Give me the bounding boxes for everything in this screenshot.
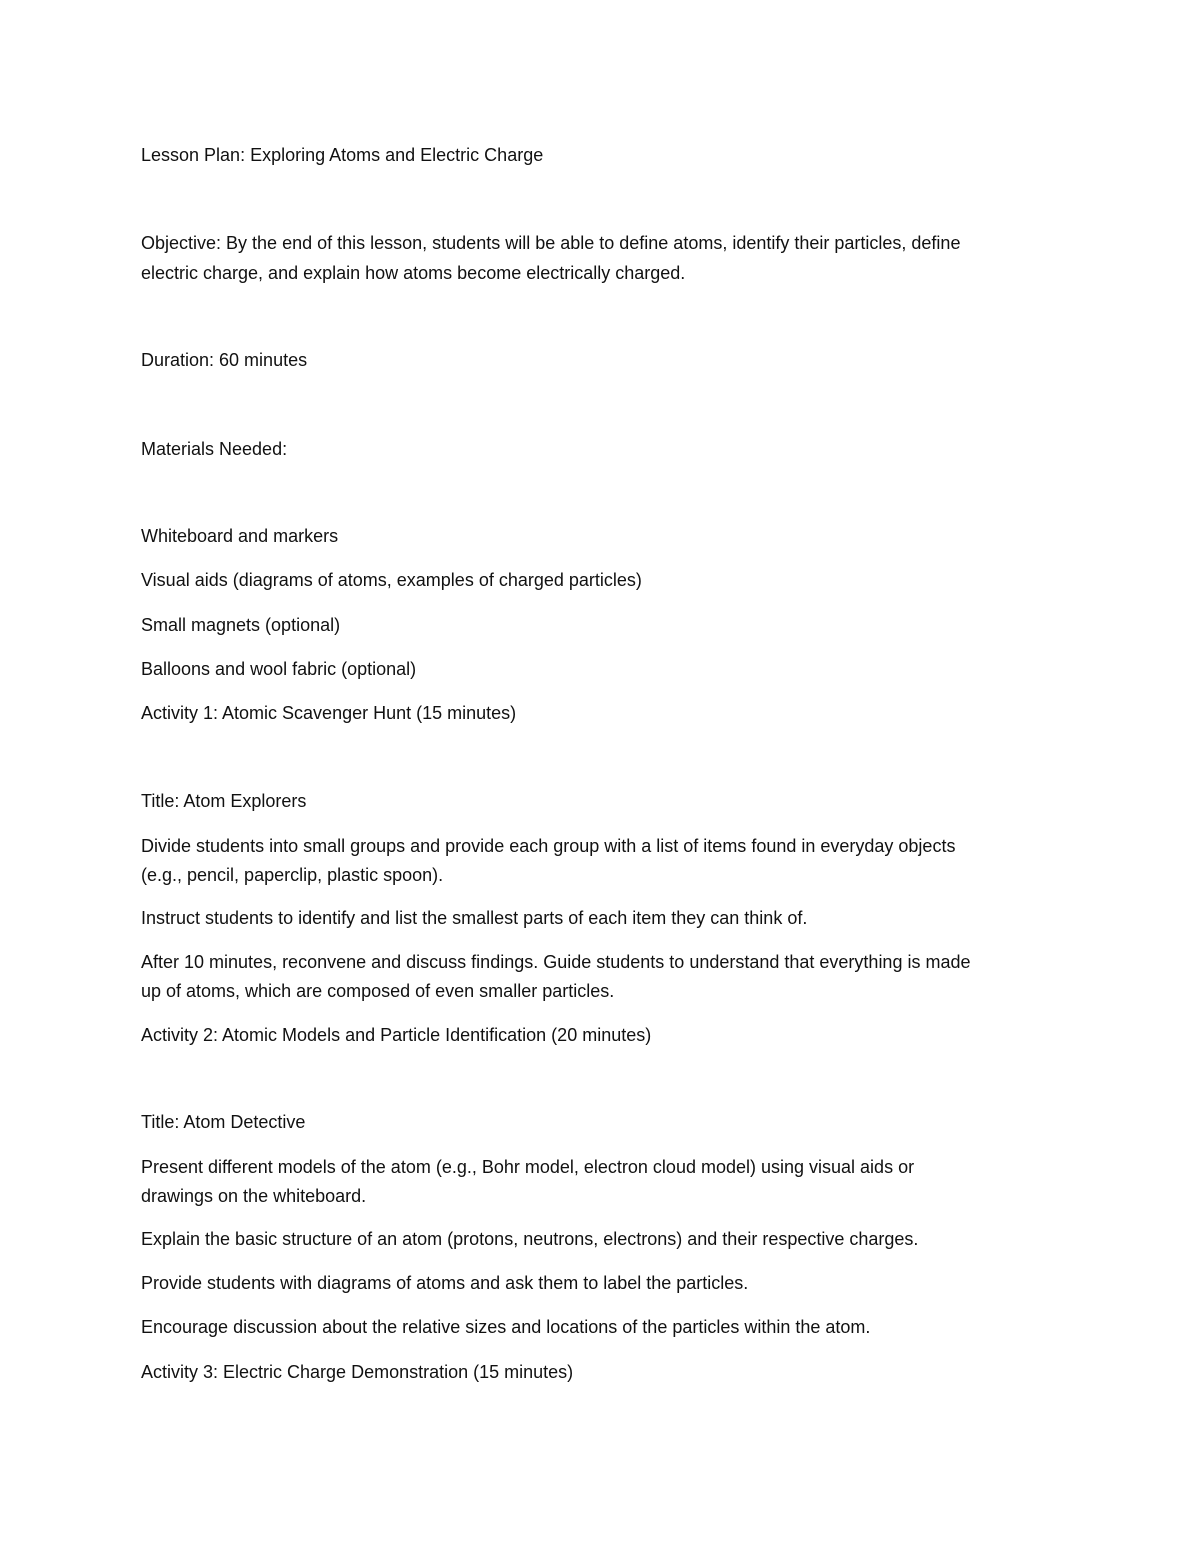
activity-3-heading: Activity 3: Electric Charge Demonstration (15 minutes) bbox=[141, 1362, 574, 1382]
document-title: Lesson Plan: Exploring Atoms and Electric Charge bbox=[141, 145, 544, 165]
material-item: Visual aids (diagrams of atoms, examples of charged particles) bbox=[141, 570, 642, 590]
activity-2-step-1-line-1: Present different models of the atom (e.g., Bohr model, electron cloud model) using visual aids or bbox=[141, 1157, 915, 1177]
activity-2-title: Title: Atom Detective bbox=[141, 1112, 306, 1132]
activity-1-step-1-line-2: (e.g., pencil, paperclip, plastic spoon). bbox=[141, 865, 444, 885]
objective-line-1: Objective: By the end of this lesson, students will be able to define atoms, identify their particles, define bbox=[141, 233, 961, 253]
activity-2-step-3: Provide students with diagrams of atoms and ask them to label the particles. bbox=[141, 1273, 749, 1293]
material-item: Small magnets (optional) bbox=[141, 615, 341, 635]
material-item: Balloons and wool fabric (optional) bbox=[141, 659, 417, 679]
activity-1-step-2: Instruct students to identify and list the smallest parts of each item they can think of. bbox=[141, 908, 808, 928]
activity-2-step-4: Encourage discussion about the relative sizes and locations of the particles within the atom. bbox=[141, 1317, 871, 1337]
activity-2-heading: Activity 2: Atomic Models and Particle Identification (20 minutes) bbox=[141, 1025, 652, 1045]
activity-1-step-3-line-1: After 10 minutes, reconvene and discuss findings. Guide students to understand that everything is made bbox=[141, 952, 971, 972]
objective-line-2: electric charge, and explain how atoms become electrically charged. bbox=[141, 263, 686, 283]
material-item: Whiteboard and markers bbox=[141, 526, 339, 546]
activity-1-title: Title: Atom Explorers bbox=[141, 791, 307, 811]
activity-1-step-1-line-1: Divide students into small groups and provide each group with a list of items found in everyday objects bbox=[141, 836, 956, 856]
materials-heading: Materials Needed: bbox=[141, 439, 288, 459]
duration: Duration: 60 minutes bbox=[141, 350, 308, 370]
activity-1-step-3-line-2: up of atoms, which are composed of even smaller particles. bbox=[141, 981, 615, 1001]
activity-2-step-1-line-2: drawings on the whiteboard. bbox=[141, 1186, 367, 1206]
activity-2-step-2: Explain the basic structure of an atom (protons, neutrons, electrons) and their respective charges. bbox=[141, 1229, 919, 1249]
activity-1-heading: Activity 1: Atomic Scavenger Hunt (15 minutes) bbox=[141, 703, 517, 723]
